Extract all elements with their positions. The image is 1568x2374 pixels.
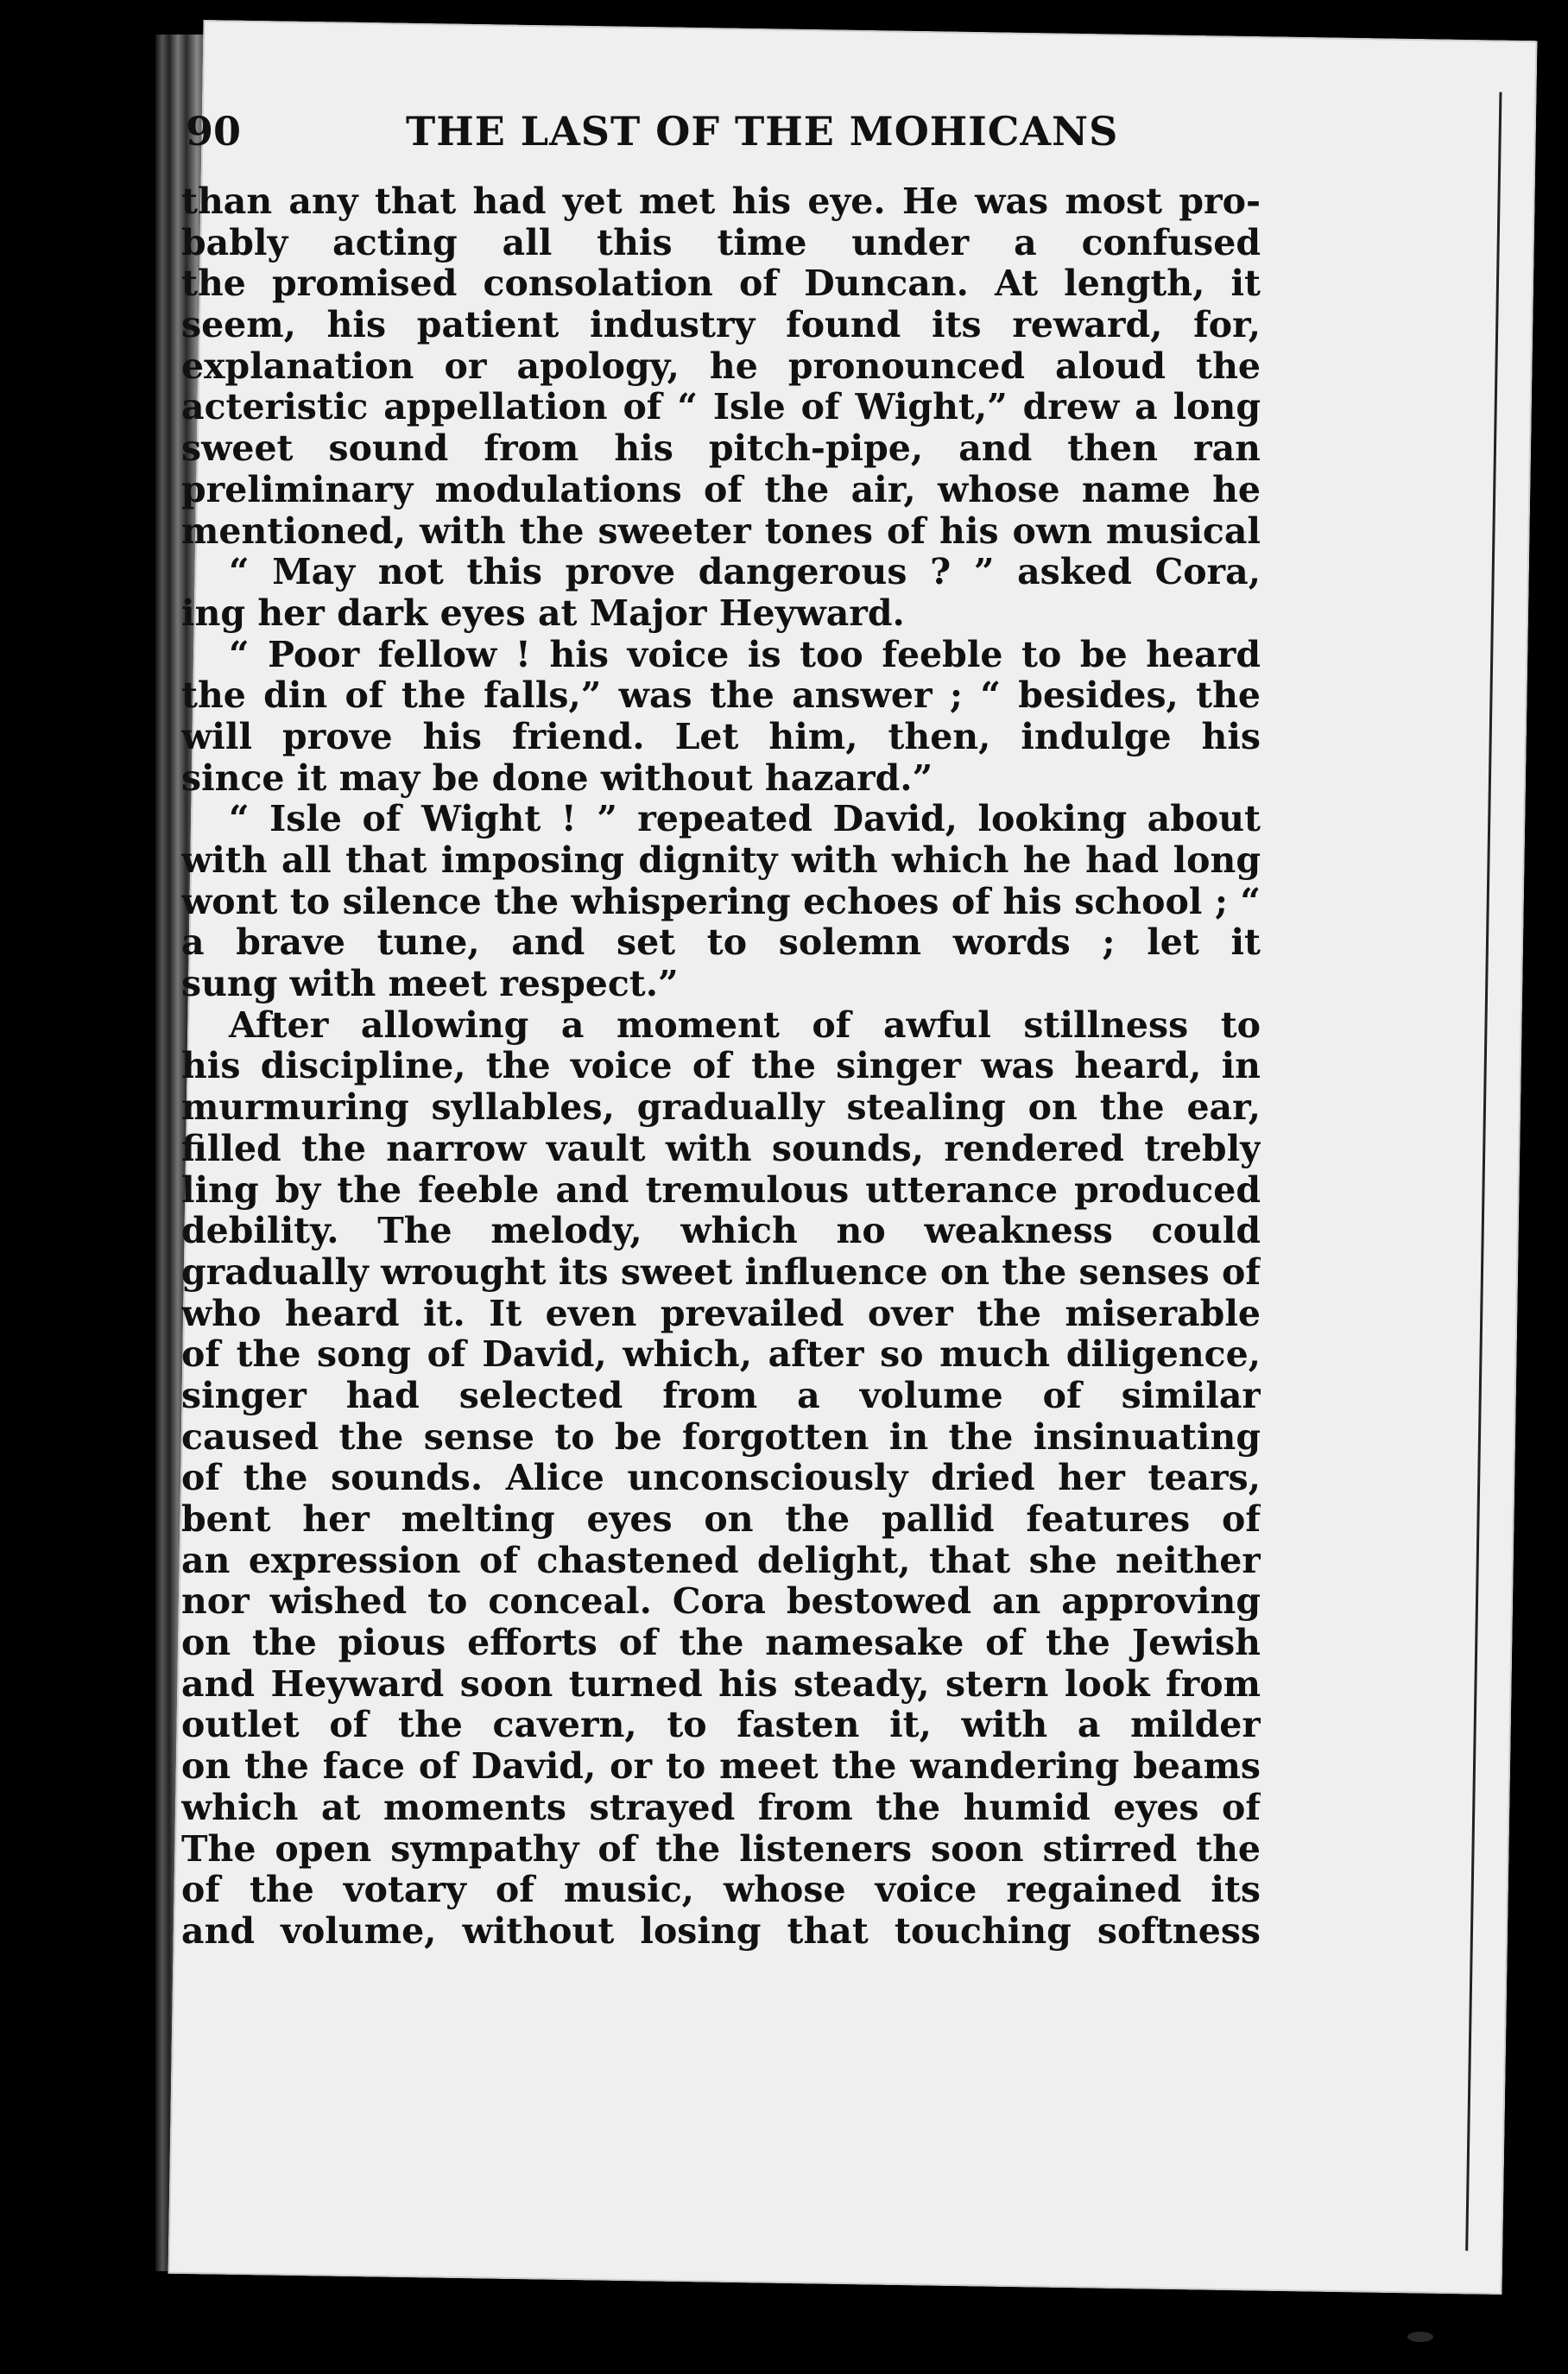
text-line: of the song of David, which, after so much diligence, (181, 1334, 1261, 1376)
page-right-border (1465, 92, 1502, 2251)
text-line: with all that imposing dignity with which he had long (181, 840, 1261, 881)
text-line: “ Isle of Wight ! ” repeated David, looking about (229, 799, 1261, 840)
text-line: mentioned, with the sweeter tones of his own musical (181, 510, 1261, 552)
text-line: “ Poor fellow ! his voice is too feeble to be heard (229, 634, 1261, 675)
scan-smudge (1407, 2332, 1433, 2342)
text-line: caused the sense to be forgotten in the insinuating (181, 1416, 1261, 1458)
text-line: seem, his patient industry found its reward, for, (181, 305, 1261, 346)
text-line: on the face of David, or to meet the wandering beams (181, 1746, 1261, 1788)
text-line: and volume, without losing that touching softness (181, 1910, 1261, 1952)
text-line: acteristic appellation of “ Isle of Wight,” drew a long (181, 387, 1261, 428)
text-line: ing her dark eyes at Major Heyward. (181, 592, 905, 634)
text-line: a brave tune, and set to solemn words ; let it (181, 922, 1261, 964)
text-line: wont to silence the whispering echoes of his school ; “ (181, 881, 1261, 922)
text-line: the promised consolation of Duncan. At length, it (181, 263, 1261, 305)
text-line: nor wished to conceal. Cora bestowed an approving (181, 1581, 1261, 1623)
text-line: filled the narrow vault with sounds, rendered trebly (181, 1128, 1261, 1169)
running-title: THE LAST OF THE MOHICANS (406, 108, 1119, 155)
text-line: and Heyward soon turned his steady, stern look from (181, 1663, 1261, 1705)
text-line: ling by the feeble and tremulous utterance produced (181, 1169, 1261, 1211)
text-line: will prove his friend. Let him, then, indulge his (181, 716, 1261, 757)
text-line: preliminary modulations of the air, whose name he (181, 469, 1261, 510)
text-line: sung with meet respect.” (181, 963, 679, 1005)
text-line: which at moments strayed from the humid eyes of (181, 1787, 1261, 1828)
text-line: “ May not this prove dangerous ? ” asked Cora, (229, 552, 1261, 593)
text-line: of the sounds. Alice unconsciously dried her tears, (181, 1458, 1261, 1499)
text-line: the din of the falls,” was the answer ; “ besides, the (181, 675, 1261, 717)
text-line: of the votary of music, whose voice regained its (181, 1870, 1261, 1911)
text-line: on the pious efforts of the namesake of the Jewish (181, 1623, 1261, 1664)
text-line: explanation or apology, he pronounced aloud the (181, 345, 1261, 387)
text-line: murmuring syllables, gradually stealing on the ear, (181, 1087, 1261, 1129)
text-line: bent her melting eyes on the pallid features of (181, 1499, 1261, 1540)
text-line: debility. The melody, which no weakness could (181, 1211, 1261, 1252)
text-line: bably acting all this time under a confused (181, 222, 1261, 263)
text-line: outlet of the cavern, to fasten it, with a milder (181, 1705, 1261, 1746)
text-line: his discipline, the voice of the singer was heard, in (181, 1046, 1261, 1087)
text-line: After allowing a moment of awful stillness to (229, 1004, 1261, 1046)
text-line: The open sympathy of the listeners soon stirred the (181, 1828, 1261, 1870)
text-line: singer had selected from a volume of similar (181, 1375, 1261, 1416)
body-text (181, 181, 1261, 2081)
text-line: gradually wrought its sweet influence on the senses of (181, 1251, 1261, 1293)
text-line: since it may be done without hazard.” (181, 757, 933, 799)
text-line: who heard it. It even prevailed over the miserable (181, 1293, 1261, 1334)
text-line: than any that had yet met his eye. He was most pro- (181, 181, 1261, 222)
text-line: an expression of chastened delight, that she neither (181, 1540, 1261, 1581)
text-line: sweet sound from his pitch-pipe, and then ran (181, 428, 1261, 470)
page-number: 90 (186, 108, 242, 155)
